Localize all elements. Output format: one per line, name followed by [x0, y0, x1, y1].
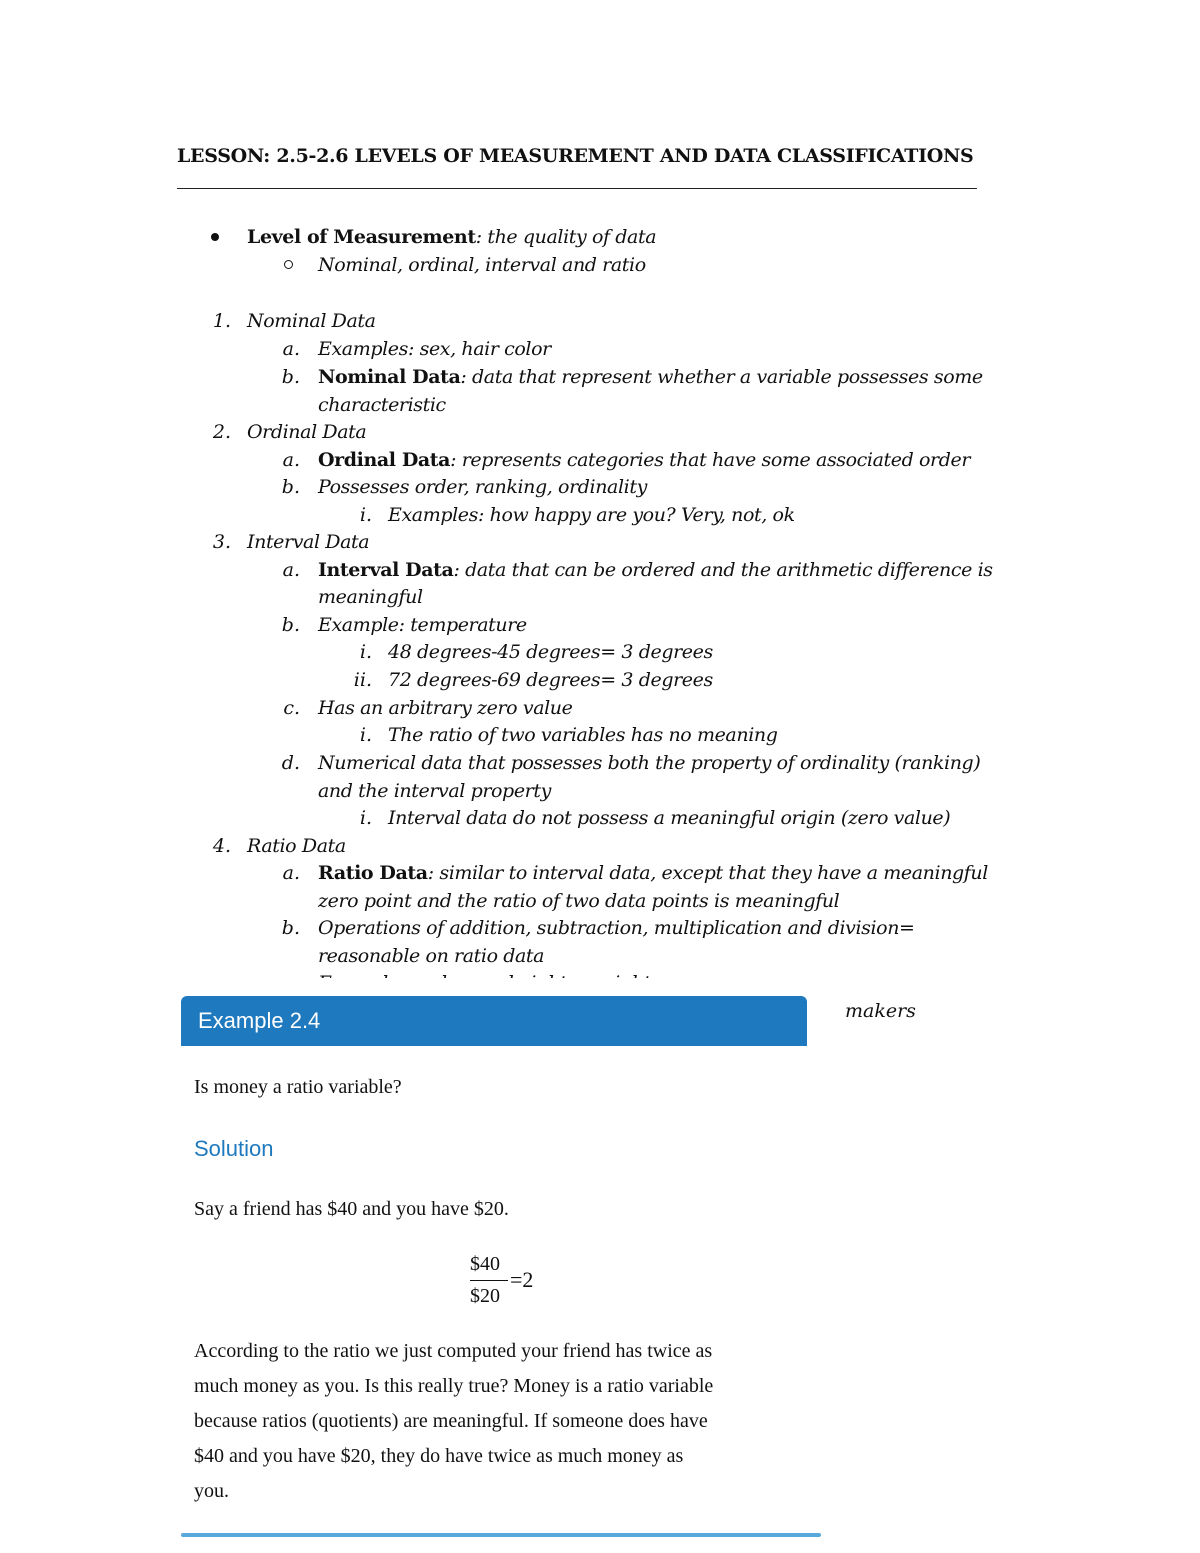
item-marker: b.: [281, 476, 300, 498]
level-types: Nominal, ordinal, interval and ratio: [318, 254, 646, 276]
item-marker: c.: [283, 697, 300, 719]
interval-example-1: 48 degrees-45 degrees= 3 degrees: [388, 641, 713, 663]
section-title-ordinal: Ordinal Data: [247, 421, 367, 443]
example-title: Example 2.4: [198, 1008, 321, 1033]
solution-paragraph-line: $40 and you have $20, they do have twice as much money as: [194, 1445, 684, 1467]
interval-numerical-cont: and the interval property: [318, 780, 551, 802]
level-term: Level of Measurement: [247, 226, 476, 248]
section-title-interval: Interval Data: [247, 531, 370, 553]
solution-paragraph-line: because ratios (quotients) are meaningful. If someone does have: [194, 1410, 708, 1432]
section-number: 3.: [212, 531, 231, 553]
section-title-nominal: Nominal Data: [247, 310, 376, 332]
solution-heading: Solution: [194, 1136, 274, 1161]
item-marker: a.: [282, 338, 300, 360]
bullet-icon: [211, 233, 219, 241]
ordinal-definition: [318, 449, 970, 471]
interval-numerical: Numerical data that possesses both the property of ordinality (ranking): [318, 752, 981, 774]
example-bottom-rule: [181, 1533, 821, 1537]
item-marker: a.: [282, 559, 300, 581]
solution-paragraph-line: you.: [194, 1480, 229, 1502]
ordinal-term: Ordinal Data: [318, 449, 451, 471]
nominal-definition: [318, 366, 983, 388]
item-marker: b.: [281, 917, 300, 939]
ratio-operations: Operations of addition, subtraction, multiplication and division=: [318, 917, 915, 939]
solution-paragraph-line: much money as you. Is this really true? Money is a ratio variable: [194, 1375, 714, 1397]
ratio-definition: [318, 862, 988, 884]
item-marker: ii.: [353, 669, 372, 691]
ratio-term: Ratio Data: [318, 862, 428, 884]
example-setup: Say a friend has $40 and you have $20.: [194, 1198, 509, 1220]
section-title-ratio: Ratio Data: [247, 835, 346, 857]
item-marker: a.: [282, 449, 300, 471]
interval-origin-note: Interval data do not possess a meaningful origin (zero value): [388, 807, 951, 829]
ratio-def-text: : similar to interval data, except that they have a meaningful: [427, 862, 988, 884]
fraction-bar: [470, 1280, 508, 1281]
item-marker: a.: [282, 862, 300, 884]
section-number: 4.: [212, 835, 231, 857]
solution-paragraph-line: According to the ratio we just computed your friend has twice as: [194, 1340, 713, 1362]
item-marker: d.: [281, 752, 300, 774]
interval-definition: [318, 559, 993, 581]
ratio-operations-cont: reasonable on ratio data: [318, 945, 545, 967]
circle-bullet-icon: [284, 260, 293, 269]
ordinal-def-text: : represents categories that have some associated order: [450, 449, 971, 471]
interval-zero: Has an arbitrary zero value: [318, 697, 573, 719]
page-title: LESSON: 2.5-2.6 LEVELS OF MEASUREMENT AND DATA CLASSIFICATIONS: [177, 145, 974, 167]
nominal-definition-cont: characteristic: [318, 394, 446, 416]
ordinal-order: Possesses order, ranking, ordinality: [318, 476, 647, 498]
item-marker: i.: [359, 504, 372, 526]
fraction-denominator: $20: [470, 1285, 500, 1307]
ratio-examples-tail: makers: [845, 1000, 916, 1022]
section-number: 2.: [212, 421, 231, 443]
item-marker: i.: [359, 641, 372, 663]
section-number: 1.: [212, 310, 231, 332]
interval-example: Example: temperature: [318, 614, 527, 636]
nominal-examples: Examples: sex, hair color: [318, 338, 551, 360]
level-of-measurement: [247, 226, 656, 248]
interval-term: Interval Data: [318, 559, 454, 581]
interval-def-text: : data that can be ordered and the arithmetic difference is: [453, 559, 993, 581]
nominal-def-text: : data that represent whether a variable possesses some: [460, 366, 983, 388]
interval-example-2: 72 degrees-69 degrees= 3 degrees: [388, 669, 713, 691]
title-underline: [177, 188, 977, 189]
fraction-numerator: $40: [470, 1253, 500, 1275]
interval-definition-cont: meaningful: [318, 586, 423, 608]
ordinal-example: Examples: how happy are you? Very, not, ok: [388, 504, 795, 526]
example-question: Is money a ratio variable?: [194, 1076, 402, 1098]
item-marker: i.: [359, 807, 372, 829]
nominal-term: Nominal Data: [318, 366, 461, 388]
interval-ratio-note: The ratio of two variables has no meaning: [388, 724, 778, 746]
overlay-mask: [0, 978, 1200, 996]
item-marker: b.: [281, 366, 300, 388]
item-marker: i.: [359, 724, 372, 746]
fraction-result: =2: [510, 1267, 534, 1292]
ratio-definition-cont: zero point and the ratio of two data points is meaningful: [318, 890, 840, 912]
level-definition: : the quality of data: [475, 226, 657, 248]
item-marker: b.: [281, 614, 300, 636]
